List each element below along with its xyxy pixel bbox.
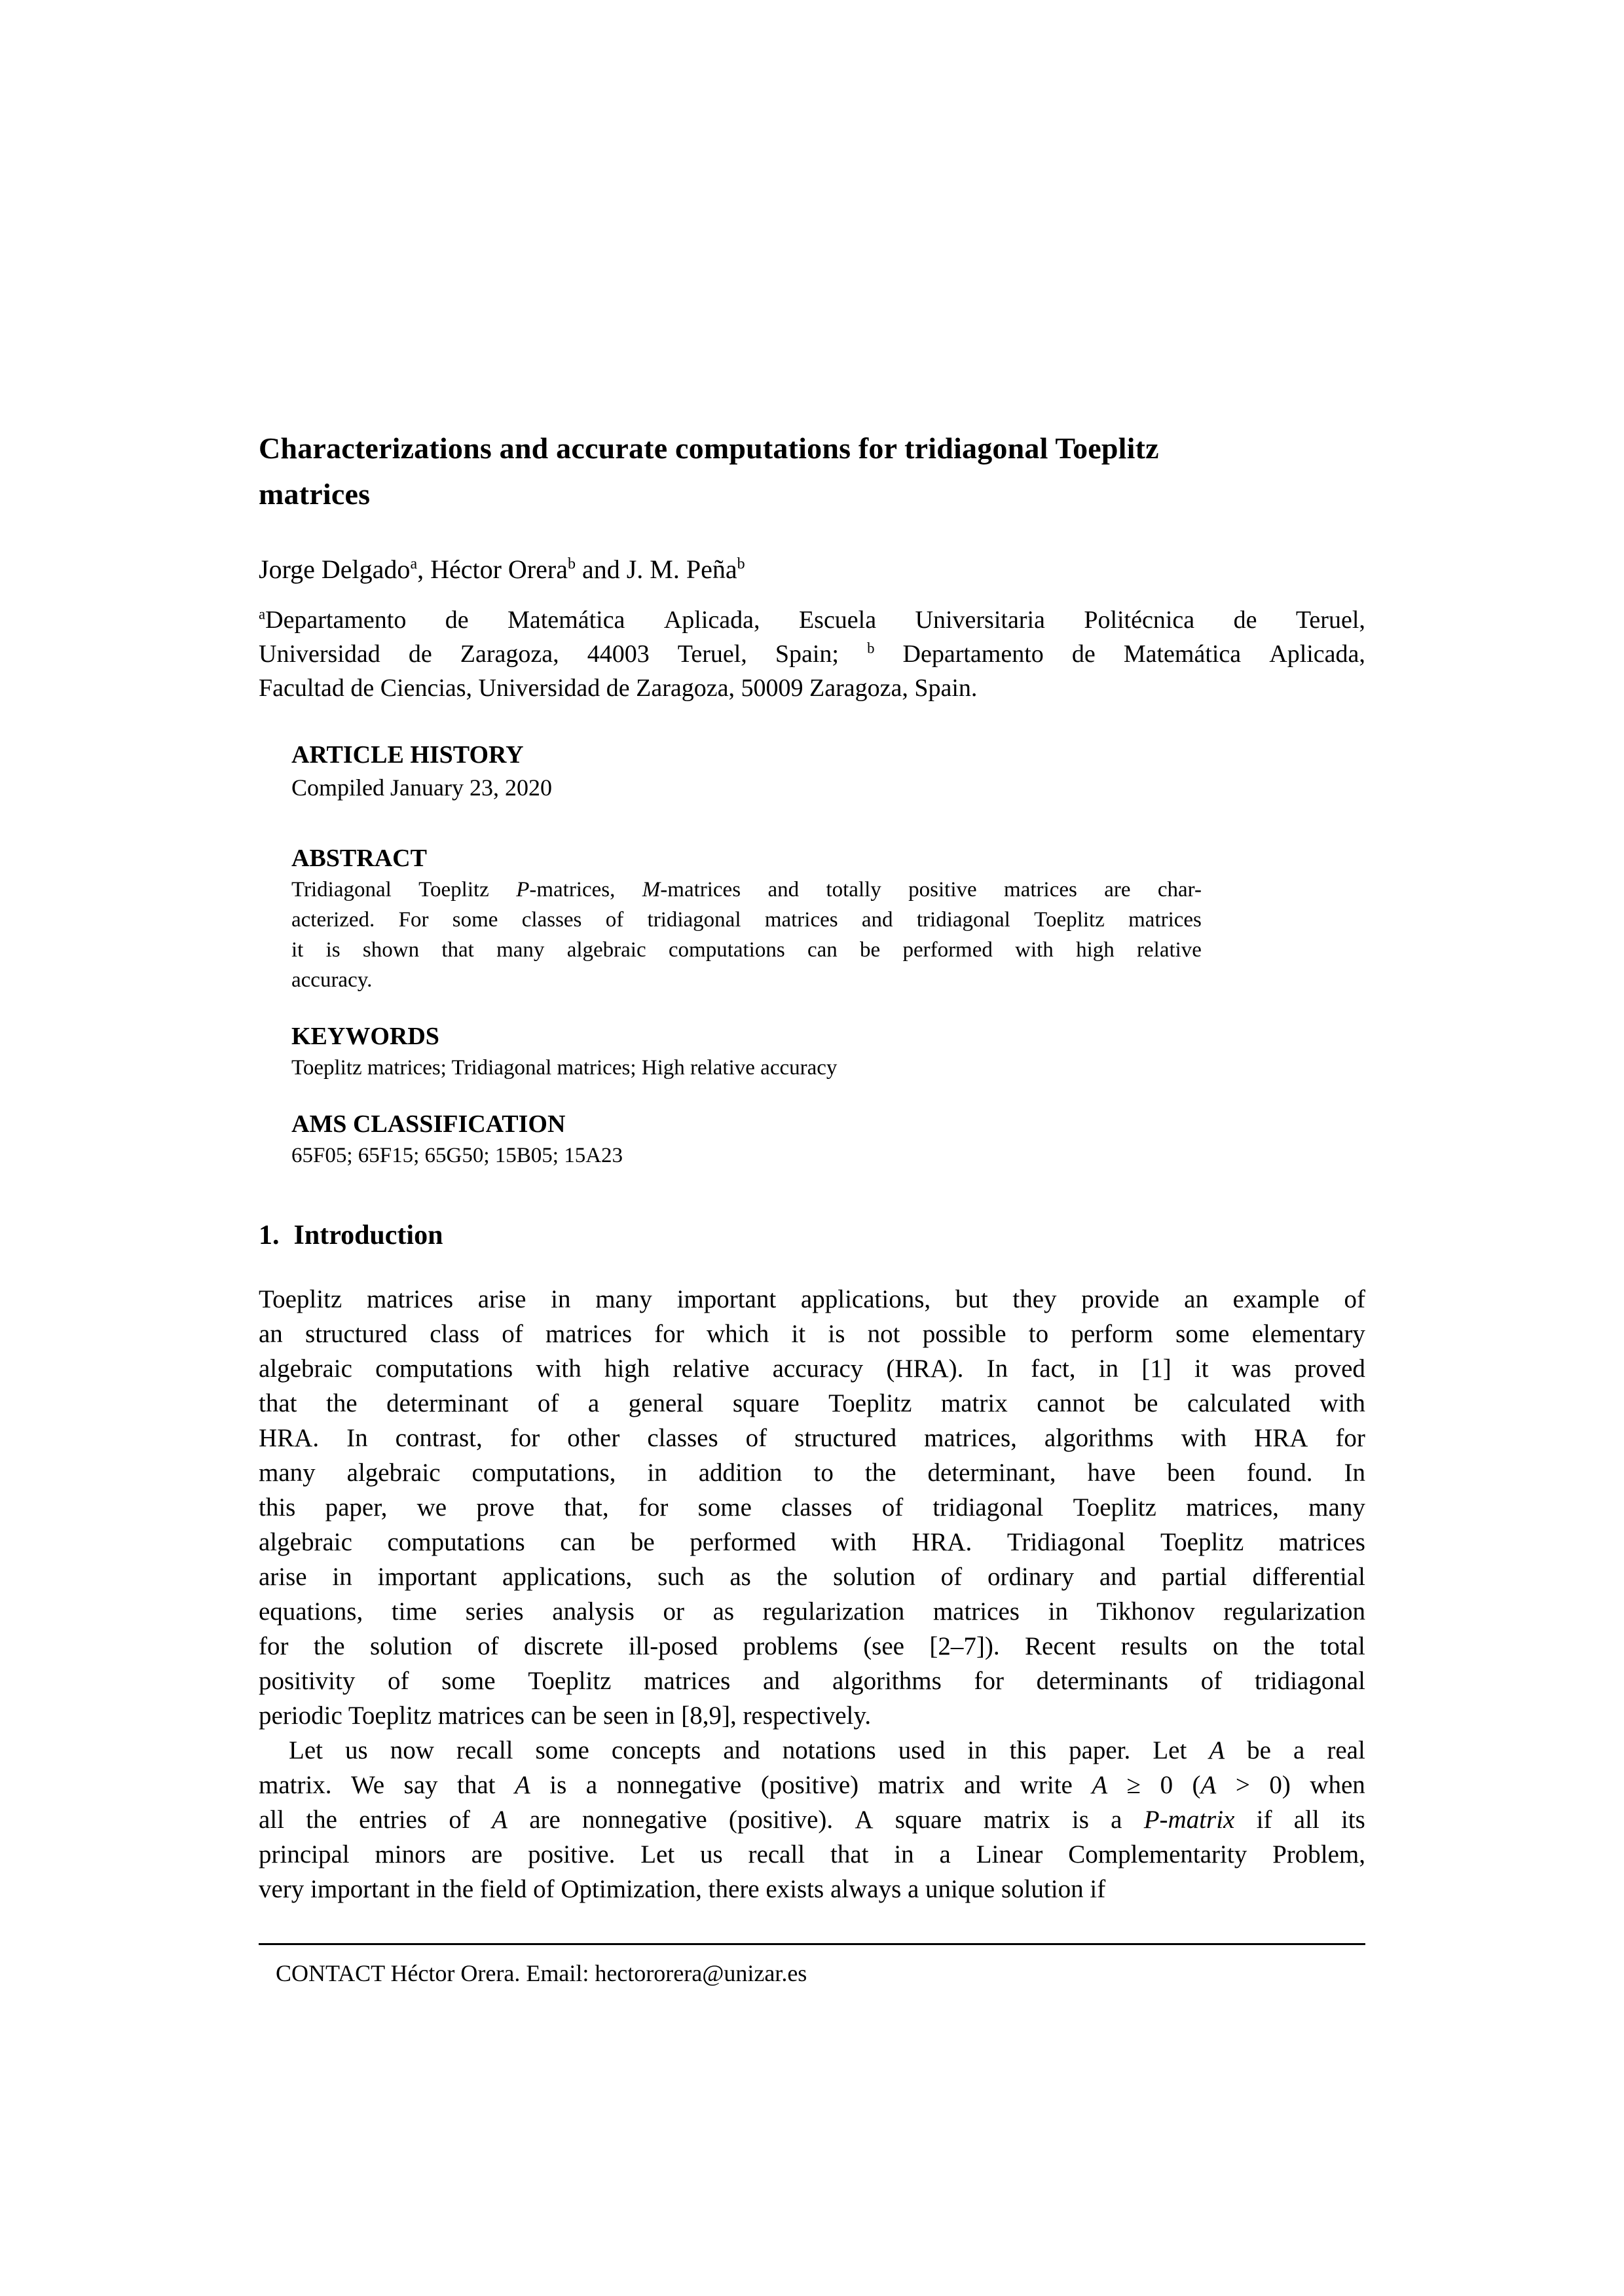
paper-title — [259, 426, 1365, 517]
ams-classification-text: 65F05; 65F15; 65G50; 15B05; 15A23 — [291, 1144, 623, 1167]
author-list: Jorge Delgado$^a$, Héctor Orera$^b$ and J. M. Peña$^b$ — [259, 555, 745, 584]
contact-line: CONTACT Héctor Orera. Email: hectororera@unizar.es — [276, 1960, 807, 1986]
body-line: principal minors are positive. Let us recall that in a Linear Complementarity Problem, — [259, 1840, 1365, 1868]
abstract-heading: ABSTRACT — [291, 845, 427, 872]
abstract-line: acterized. For some classes of tridiagonal matrices and tridiagonal Toeplitz matrices — [291, 908, 1202, 932]
keywords-heading: KEYWORDS — [291, 1023, 439, 1050]
article-history-value: Compiled January 23, 2020 — [291, 774, 552, 801]
paper-header — [259, 426, 1365, 705]
affiliations — [259, 603, 1365, 705]
body-line: for the solution of discrete ill-posed problems (see [2–7]). Recent results on the total — [259, 1632, 1365, 1660]
paragraph — [259, 1733, 1365, 1906]
body-line: matrix. We say that A is a nonnegative (positive) matrix and write A ≥ 0 (A > 0) when — [259, 1771, 1365, 1799]
footnote-rule — [259, 1943, 1365, 1945]
affiliation-line: Facultad de Ciencias, Universidad de Zaragoza, 50009 Zaragoza, Spain. — [259, 674, 978, 702]
abstract-line: it is shown that many algebraic computations can be performed with high relative — [291, 938, 1202, 962]
body-line: Toeplitz matrices arise in many important applications, but they provide an example of — [259, 1285, 1365, 1313]
body-line: periodic Toeplitz matrices can be seen in [8,9], respectively. — [259, 1702, 872, 1730]
body-line: HRA. In contrast, for other classes of structured matrices, algorithms with HRA for — [259, 1424, 1365, 1452]
body-line: all the entries of A are nonnegative (positive). A square matrix is a P-matrix if all its — [259, 1806, 1365, 1834]
paper-title-line-1: Characterizations and accurate computations for tridiagonal Toeplitz — [259, 431, 1159, 465]
body-line: many algebraic computations, in addition to the determinant, have been found. In — [259, 1459, 1365, 1487]
body-line: very important in the field of Optimization, there exists always a unique solution if — [259, 1875, 1106, 1903]
body-line: an structured class of matrices for which it is not possible to perform some elementary — [259, 1320, 1365, 1348]
affiliation-line: Universidad de Zaragoza, 44003 Teruel, Spain; $^b$ Departamento de Matemática Aplicada, — [259, 640, 1365, 668]
introduction-section — [259, 1219, 1365, 1906]
front-matter — [291, 738, 1202, 1171]
affiliation-line: $^a$Departamento de Matemática Aplicada, Escuela Universitaria Politécnica de Teruel, — [259, 606, 1365, 634]
abstract-line: Tridiagonal Toeplitz P-matrices, M-matrices and totally positive matrices are char- — [291, 878, 1202, 902]
body-line: equations, time series analysis or as regularization matrices in Tikhonov regularization — [259, 1597, 1365, 1626]
abstract-line: accuracy. — [291, 968, 373, 992]
paper-title-line-2: matrices — [259, 477, 371, 511]
body-line: this paper, we prove that, for some classes of tridiagonal Toeplitz matrices, many — [259, 1493, 1365, 1522]
body-line: algebraic computations can be performed with HRA. Tridiagonal Toeplitz matrices — [259, 1528, 1365, 1556]
body-line: positivity of some Toeplitz matrices and algorithms for determinants of tridiagonal — [259, 1667, 1365, 1695]
section-heading — [259, 1219, 1365, 1252]
keywords-text: Toeplitz matrices; Tridiagonal matrices; High relative accuracy — [291, 1056, 838, 1080]
section-title: Introduction — [293, 1220, 443, 1250]
abstract-text — [291, 875, 1202, 995]
section-number: 1. — [259, 1220, 280, 1250]
ams-classification-heading: AMS CLASSIFICATION — [291, 1110, 566, 1138]
body-line: arise in important applications, such as the solution of ordinary and partial differential — [259, 1563, 1365, 1591]
body-line: algebraic computations with high relative accuracy (HRA). In fact, in [1] it was proved — [259, 1355, 1365, 1383]
footnote — [259, 1943, 1365, 1988]
body-line: Let us now recall some concepts and notations used in this paper. Let A be a real — [289, 1736, 1365, 1764]
article-history-heading: ARTICLE HISTORY — [291, 741, 524, 769]
paragraph — [259, 1282, 1365, 1733]
body-line: that the determinant of a general square Toeplitz matrix cannot be calculated with — [259, 1389, 1365, 1417]
